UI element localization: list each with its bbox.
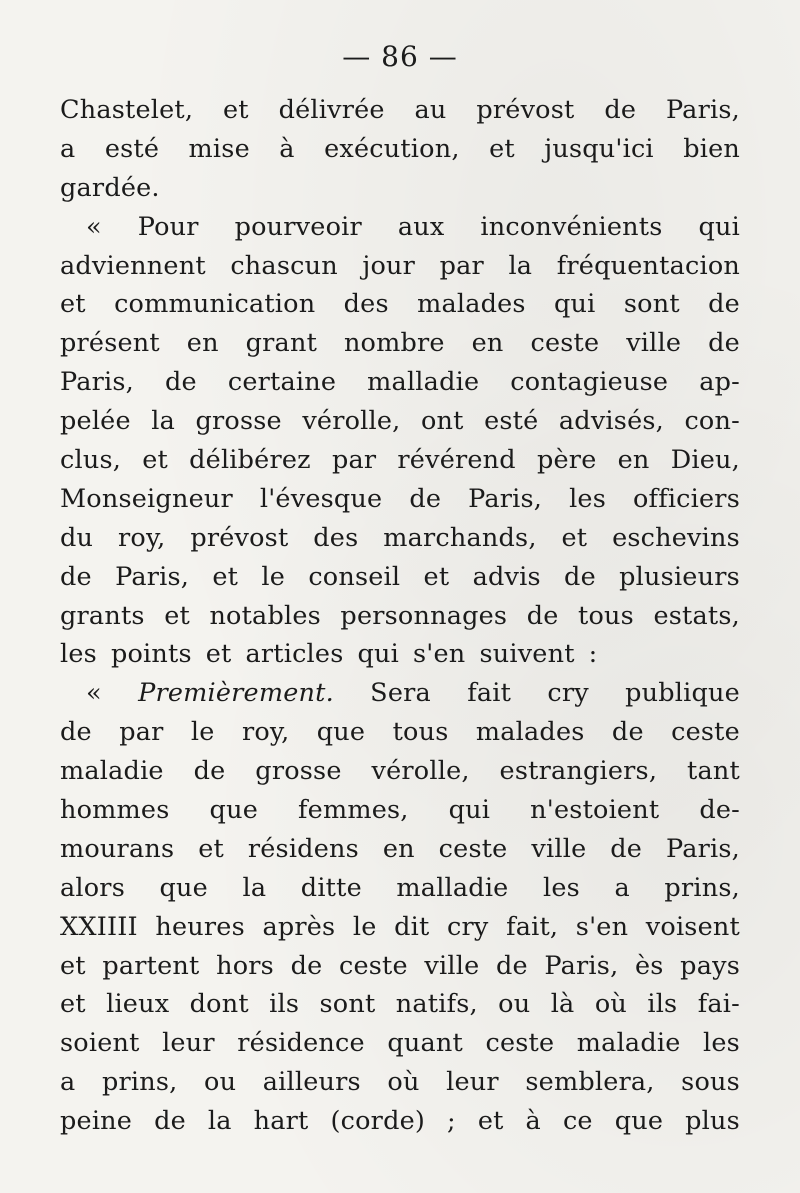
text-line: mourans et résidens en ceste ville de Paris, xyxy=(60,833,740,864)
text-line: peine de la hart (corde) ; et à ce que plus xyxy=(60,1106,740,1137)
text-line: maladie de grosse vérolle, estrangiers, tant xyxy=(60,756,740,787)
text-line: présent en grant nombre en ceste ville de xyxy=(60,328,740,359)
text-line: et lieux dont ils sont natifs, ou là où ils fai- xyxy=(60,989,740,1020)
text-line: gardée. xyxy=(60,172,160,203)
text-line: a esté mise à exécution, et jusqu'ici bien xyxy=(60,133,740,164)
text-line: alors que la ditte malladie les a prins, xyxy=(60,872,740,903)
text-line: « Pour pourveoir aux inconvénients qui xyxy=(86,211,740,242)
text-line: et partent hors de ceste ville de Paris, ès pays xyxy=(60,950,740,981)
text-line: Chastelet, et délivrée au prévost de Paris, xyxy=(60,95,740,125)
text-line: XXIIII heures après le dit cry fait, s'en voisent xyxy=(60,911,740,942)
text-line: a prins, ou ailleurs où leur semblera, sous xyxy=(60,1067,740,1098)
text-line: adviennent chascun jour par la fréquentacion xyxy=(60,250,740,281)
text-line: pelée la grosse vérolle, ont esté advisés, con- xyxy=(60,406,740,437)
page-number: — 86 — xyxy=(342,40,458,73)
text-line: de Paris, et le conseil et advis de plusieurs xyxy=(60,561,740,592)
text-line: et communication des malades qui sont de xyxy=(60,289,740,320)
text-line: soient leur résidence quant ceste maladie les xyxy=(60,1028,740,1059)
text-line: grants et notables personnages de tous estats, xyxy=(60,600,740,631)
text-line: hommes que femmes, qui n'estoient de- xyxy=(60,795,740,826)
text-line: du roy, prévost des marchands, et eschevins xyxy=(60,522,740,553)
body-text xyxy=(60,95,740,1145)
text-line: Paris, de certaine malladie contagieuse ap- xyxy=(60,367,740,398)
text-line: de par le roy, que tous malades de ceste xyxy=(60,717,740,748)
text-line: « Premièrement. Sera fait cry publique xyxy=(86,678,740,709)
text-line: clus, et délibérez par révérend père en Dieu, xyxy=(60,445,740,476)
text-line: les points et articles qui s'en suivent : xyxy=(60,639,598,670)
text-line: Monseigneur l'évesque de Paris, les officiers xyxy=(60,483,740,514)
